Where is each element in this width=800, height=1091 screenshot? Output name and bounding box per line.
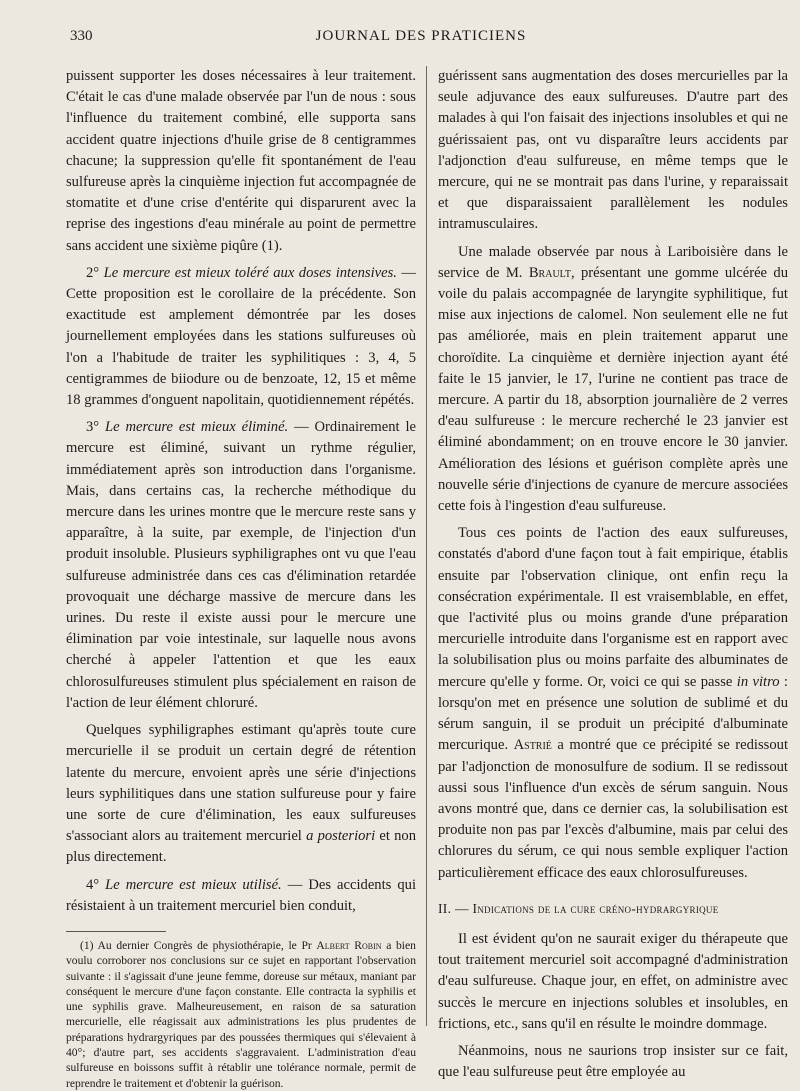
- footnote-text-b: a bien voulu corroborer nos conclusions sur ce sujet en rapportant l'observation suivante : il s'agissait d'une jeune femme, doreuse sur métaux, maniant par conséquent le mercure d'une façon constante. Elle contracta la syphilis et une syphilis grave. Malheureusement, en raison de sa saturation mercurielle, elle réagissait aux administrations les plus prudentes de préparations hydrargyriques par des poussées thermiques qui s'élevaient à 40°; d'autre part, ses accidents s'aggravaient. L'administration d'eau sulfureuse en boissons suffit à rétablir une tolérance normale, permit de reprendre le traitement et d'obtenir la guérison.: [66, 938, 416, 1090]
- person-name-brault: Brault: [528, 264, 571, 281]
- item-number-3: 3°: [86, 419, 100, 436]
- right-paragraph-2: [438, 242, 788, 518]
- page-number: 330: [70, 28, 93, 44]
- item-heading-4: Le mercure est mieux utilisé.: [105, 876, 282, 893]
- left-column: [66, 66, 416, 1091]
- item-body-2: — Cette proposition est le corollaire de la précédente. Son exactitude est amplement démontrée par les doses journellement employées dans les stations sulfureuses où l'on a l'habitude de traiter les syphilitiques : 3, 4, 5 centigrammes de biiodure ou de benzoate, 12, 15 et même 18 grammes d'onguent napolitain, quotidiennement répétés.: [66, 264, 416, 409]
- left-paragraph-2: [66, 263, 416, 411]
- right-paragraph-3-text-a: Tous ces points de l'action des eaux sulfureuses, constatés d'abord d'une façon tout à fait empirique, établis ensuite par l'observation clinique, ont enfin reçu la consécration expérimentale. Il est vraisemblable, en effet, que l'activité plus ou moins grande d'une préparation mercurielle introduite dans l'organisme est en rapport avec la solubilisation plus ou moins parfaite des albuminates de mercure qu'elle y forme. Or, voici ce qui se passe: [438, 525, 788, 690]
- footnote-author-name: Albert Robin: [316, 938, 382, 952]
- section-number: II. —: [438, 900, 469, 916]
- item-number-4: 4°: [86, 876, 100, 893]
- item-body-3: — Ordinairement le mercure est éliminé, suivant un rythme régulier, immédiatement après son introduction dans l'organisme. Mais, dans certains cas, la recherche méthodique du mercure dans les urines montre que le mercure reste sans y apparaître, à la suite, par exemple, de l'injection d'un produit insoluble. Plusieurs syphiligraphes ont vu que l'eau sulfureuse administrée dans ces cas d'élimination retardée provoquait une décharge massive de mercure dans les urines. Du reste il existe aussi pour le mercure une élimination par voie intestinale, sur laquelle nous avons cherché à appeler l'attention et que les eaux chlorosulfureuses stimulent plus spécialement en raison de l'action de leur élément chloruré.: [66, 419, 416, 711]
- right-paragraph-4: Il est évident qu'on ne saurait exiger du thérapeute que tout traitement mercuriel soit accompagné d'administration d'eau sulfureuse. Chaque jour, en effet, on administre avec succès le mercure en injections solubles et insolubles, en frictions, etc., sans qu'il en résulte le moindre dommage.: [438, 930, 788, 1032]
- running-title: JOURNAL DES PRATICIENS: [315, 28, 527, 44]
- footnote: [66, 938, 416, 1091]
- right-paragraph-2-text-a: Une malade observée par nous à Lariboisière dans le service de M.: [438, 243, 788, 281]
- person-name-astrie: Astrié: [513, 737, 552, 754]
- left-paragraph-4-text-a: Quelques syphiligraphes estimant qu'après toute cure mercurielle il se produit un certain degré de rétention latente du mercure, envoient après une série d'injections leurs syphilitiques dans une station sulfureuse pour y faire une sorte de cure d'élimination, les eaux sulfureuses s'associant alors au traitement mercuriel: [66, 722, 416, 845]
- latin-in-vitro: in vitro: [736, 673, 780, 690]
- right-paragraph-5: Néanmoins, nous ne saurions trop insister sur ce fait, que l'eau sulfureuse peut être employée au: [438, 1042, 788, 1081]
- latin-a-posteriori: a posteriori: [306, 828, 376, 845]
- right-column: [438, 66, 788, 1089]
- right-paragraph-3: [438, 523, 788, 883]
- section-heading: [438, 898, 788, 919]
- left-paragraph-4: [66, 720, 416, 868]
- left-paragraph-5: [66, 875, 416, 917]
- right-paragraph-2-text-b: , présentant une gomme ulcérée du voile du palais accompagnée de laryngite syphilitique, fut mise aux injections de calomel. Non seulement elle ne fut pas améliorée, mais en plein traitement apparut une choroïdite. La cinquième et dernière injection ayant été faite le 15 janvier, le 17, l'urine ne contient pas trace de mercure. A partir du 18, absorption journalière de 2 verres d'eau sulfureuse : le mercure recherché le 23 janvier est éliminé abondamment; on en trouve encore le 30 janvier. Amélioration des lésions et guérison complète après une nouvelle série d'injections de cyanure de mercure associées cette fois à l'ingestion d'eau sulfureuse.: [438, 264, 788, 515]
- right-paragraph-3-text-b: : lorsqu'on met en présence une solution de sublimé et du sérum sanguin, il se produit un précipité d'albuminate mercurique.: [438, 673, 788, 754]
- page-header: [70, 28, 772, 52]
- left-paragraph-3: [66, 417, 416, 714]
- item-number-2: 2°: [86, 264, 100, 281]
- left-paragraph-4-text-b: et non plus directement.: [66, 828, 417, 866]
- right-paragraph-1: guérissent sans augmentation des doses mercurielles par la seule adjuvance des eaux sulfureuses. D'autre part des malades à qui l'on faisait des injections insolubles et qui ne guérissaient pas, ont vu disparaître leurs accidents par l'adjonction d'eau sulfureuse, en même temps que le mercure, qui ne se montrait pas dans l'urine, y reparaissait et que disparaissaient parallèlement les nodules intramusculaires.: [438, 68, 788, 233]
- column-divider: [426, 66, 427, 1026]
- right-paragraph-3-text-c: a montré que ce précipité se redissout par l'adjonction de monosulfure de sodium. Il se redissout aussi sous l'influence d'un excès de sérum sanguin. Nous avons montré que, dans ce dernier cas, la solubilisation est produite non pas par l'excès d'albumine, mais par celui des chlorures du sérum, ce qui nous semble expliquer l'action particulièrement efficace des eaux chlorosulfureuses.: [438, 737, 788, 881]
- footnote-divider: [66, 931, 166, 932]
- item-body-4: — Des accidents qui résistaient à un traitement mercuriel bien conduit,: [66, 876, 416, 914]
- footnote-text-a: (1) Au dernier Congrès de physiothérapie, le Pr: [80, 938, 312, 952]
- item-heading-2: Le mercure est mieux toléré aux doses intensives.: [103, 264, 397, 281]
- left-paragraph-1: puissent supporter les doses nécessaires à leur traitement. C'était le cas d'une malade observée par l'un de nous : sous l'influence du traitement combiné, elle supporta sans accident quatre injections d'huile grise de 8 centigrammes chacune; la suppression qu'elle fit spontanément de l'eau sulfureuse après la cinquième injection fut accompagnée de stomatite et d'une crise d'entérite qui disparurent avec la reprise des ingestions d'eau minérale au point de permettre sans accident une sixième piqûre (1).: [66, 68, 416, 254]
- item-heading-3: Le mercure est mieux éliminé.: [105, 419, 289, 436]
- section-title: Indications de la cure créno-hydrargyrique: [472, 900, 719, 916]
